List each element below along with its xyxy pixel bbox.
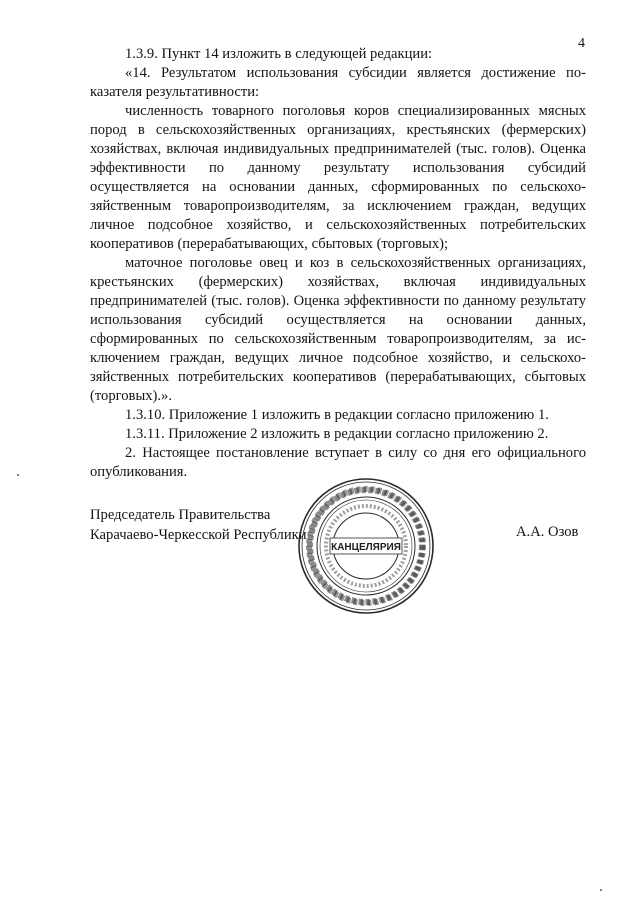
- paragraph-1-3-9: 1.3.9. Пункт 14 изложить в следующей редакции:: [125, 46, 433, 62]
- paragraph-effective-date: 2. Настоящее постановление вступает в силу со дня его официального опубликования.: [90, 445, 586, 480]
- paragraph-1-3-10: 1.3.10. Приложение 1 изложить в редакции согласно приложению 1.: [125, 407, 549, 423]
- paragraph-sheep-indicator: маточное поголовье овец и коз в сельскохозяйственных организациях, крестьянских (фермерских) хозяйствах, включая индивидуальных предпринимателей (тыс. голов). Оценка эффективности по данному результату использования субсидий осуществляется на основании данных, сформированных по сельскохозяйственным товаропроизводителям, за исключением граждан, ведущих личное подсобное хозяйство, и сельскохозяйственных потребительских кооперативов (перерабатывающих, сбытовых (торговых).».: [90, 255, 586, 404]
- scan-speck: [17, 474, 19, 476]
- signatory-name: А.А. Озов: [516, 524, 579, 540]
- paragraph-cattle-indicator: численность товарного поголовья коров специализированных мясных пород в сельскохозяйственных организациях, крестьянских (фермерских) хозяйствах, включая индивидуальных предпринимателей (тыс. голов). Оценка эффективности по данному результату использования субсидий осуществляется на основании данных, сформированных по сельскохозяйственным товаропроизводителям, за исключением граждан, ведущих личное подсобное хозяйство, и сельскохозяйственных потребительских кооперативов (перерабатывающих, сбытовых (торговых);: [90, 103, 586, 252]
- scan-speck: [600, 889, 602, 891]
- page-number: 4: [578, 36, 585, 51]
- official-seal: [296, 476, 436, 616]
- paragraph-item-14: «14. Результатом использования субсидии является достижение показателя результативности:: [90, 65, 586, 100]
- signatory-title-line-1: Председатель Правительства: [90, 507, 271, 523]
- signatory-title-line-2: Карачаево-Черкесской Республики: [90, 527, 307, 543]
- document-body: [90, 45, 586, 482]
- paragraph-1-3-11: 1.3.11. Приложение 2 изложить в редакции согласно приложению 2.: [125, 426, 549, 442]
- signatory-title: [90, 505, 307, 545]
- seal-center-word: КАНЦЕЛЯРИЯ: [331, 542, 401, 553]
